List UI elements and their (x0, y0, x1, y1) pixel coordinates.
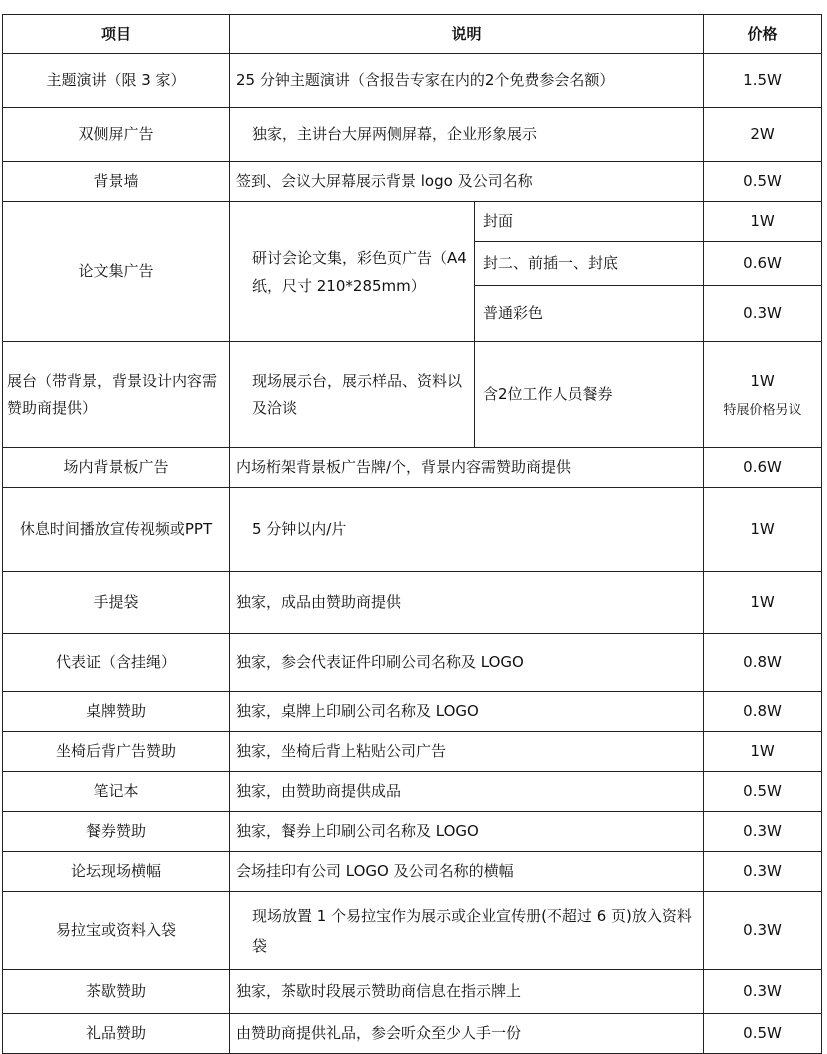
table-row (3, 448, 822, 488)
row-desc: 25 分钟主题演讲（含报告专家在内的2个免费参会名额） (230, 54, 704, 108)
table-row (3, 342, 822, 448)
row-price: 2W (704, 108, 822, 162)
row-item: 代表证（含挂绳） (3, 634, 230, 692)
table-row (3, 108, 822, 162)
row-price: 0.5W (704, 162, 822, 202)
row-item: 论坛现场横幅 (3, 852, 230, 892)
table-row (3, 634, 822, 692)
table-row (3, 572, 822, 634)
sub-option-price: 1W (704, 202, 822, 242)
price-note: 特展价格另议 (723, 403, 802, 418)
row-desc: 独家，餐券上印刷公司名称及 LOGO (230, 812, 704, 852)
table-row (3, 202, 822, 242)
row-item: 论文集广告 (3, 202, 230, 342)
row-desc: 研讨会论文集，彩色页广告（A4 纸，尺寸 210*285mm） (230, 202, 475, 342)
row-desc: 签到、会议大屏幕展示背景 logo 及公司名称 (230, 162, 704, 202)
row-desc: 现场展示台，展示样品、资料以及洽谈 (230, 342, 475, 448)
row-desc: 独家，成品由赞助商提供 (230, 572, 704, 634)
row-price: 0.3W (704, 970, 822, 1014)
row-price: 0.6W (704, 448, 822, 488)
row-price: 1W (704, 732, 822, 772)
row-item: 易拉宝或资料入袋 (3, 892, 230, 970)
row-desc: 独家，主讲台大屏两侧屏幕，企业形象展示 (230, 108, 704, 162)
header-item: 项目 (3, 15, 230, 54)
row-desc: 独家，参会代表证件印刷公司名称及 LOGO (230, 634, 704, 692)
row-price: 0.5W (704, 772, 822, 812)
header-desc: 说明 (230, 15, 704, 54)
row-item: 休息时间播放宣传视频或PPT (3, 488, 230, 572)
sub-option-price: 0.6W (704, 242, 822, 286)
sub-option-label: 封二、前插一、封底 (475, 242, 704, 286)
table-row (3, 812, 822, 852)
row-item: 手提袋 (3, 572, 230, 634)
row-desc: 独家，坐椅后背上粘贴公司广告 (230, 732, 704, 772)
sponsorship-table (2, 14, 822, 1054)
table-row (3, 772, 822, 812)
table-row (3, 852, 822, 892)
row-desc: 独家，茶歇时段展示赞助商信息在指示牌上 (230, 970, 704, 1014)
row-desc: 5 分钟以内/片 (230, 488, 704, 572)
row-price: 0.5W (704, 1014, 822, 1054)
row-desc: 会场挂印有公司 LOGO 及公司名称的横幅 (230, 852, 704, 892)
row-item: 礼品赞助 (3, 1014, 230, 1054)
row-item: 展台（带背景，背景设计内容需赞助商提供） (3, 342, 230, 448)
row-price: 0.3W (704, 852, 822, 892)
table-row (3, 1014, 822, 1054)
row-price: 0.8W (704, 634, 822, 692)
row-desc: 由赞助商提供礼品，参会听众至少人手一份 (230, 1014, 704, 1054)
sub-option-price: 0.3W (704, 286, 822, 342)
header-price: 价格 (704, 15, 822, 54)
table-row (3, 732, 822, 772)
row-price: 1W (704, 488, 822, 572)
row-price: 1W (704, 572, 822, 634)
row-desc: 独家，桌牌上印刷公司名称及 LOGO (230, 692, 704, 732)
row-price: 0.8W (704, 692, 822, 732)
row-item: 笔记本 (3, 772, 230, 812)
row-item: 坐椅后背广告赞助 (3, 732, 230, 772)
row-item: 桌牌赞助 (3, 692, 230, 732)
row-price-cell (704, 342, 822, 448)
row-item: 主题演讲（限 3 家） (3, 54, 230, 108)
table-row (3, 970, 822, 1014)
row-item: 背景墙 (3, 162, 230, 202)
sub-option-label: 普通彩色 (475, 286, 704, 342)
row-item: 茶歇赞助 (3, 970, 230, 1014)
table-row (3, 54, 822, 108)
row-item: 餐券赞助 (3, 812, 230, 852)
row-sub-desc: 含2位工作人员餐券 (475, 342, 704, 448)
sub-option-label: 封面 (475, 202, 704, 242)
row-price: 0.3W (704, 892, 822, 970)
row-price: 1W (750, 372, 775, 390)
table-row (3, 892, 822, 970)
table-row (3, 488, 822, 572)
table-row (3, 692, 822, 732)
row-item: 场内背景板广告 (3, 448, 230, 488)
table-row (3, 162, 822, 202)
header-row (3, 15, 822, 54)
row-desc: 内场桁架背景板广告牌/个，背景内容需赞助商提供 (230, 448, 704, 488)
row-desc: 现场放置 1 个易拉宝作为展示或企业宣传册(不超过 6 页)放入资料袋 (230, 892, 704, 970)
row-item: 双侧屏广告 (3, 108, 230, 162)
row-desc: 独家，由赞助商提供成品 (230, 772, 704, 812)
row-price: 0.3W (704, 812, 822, 852)
row-price: 1.5W (704, 54, 822, 108)
